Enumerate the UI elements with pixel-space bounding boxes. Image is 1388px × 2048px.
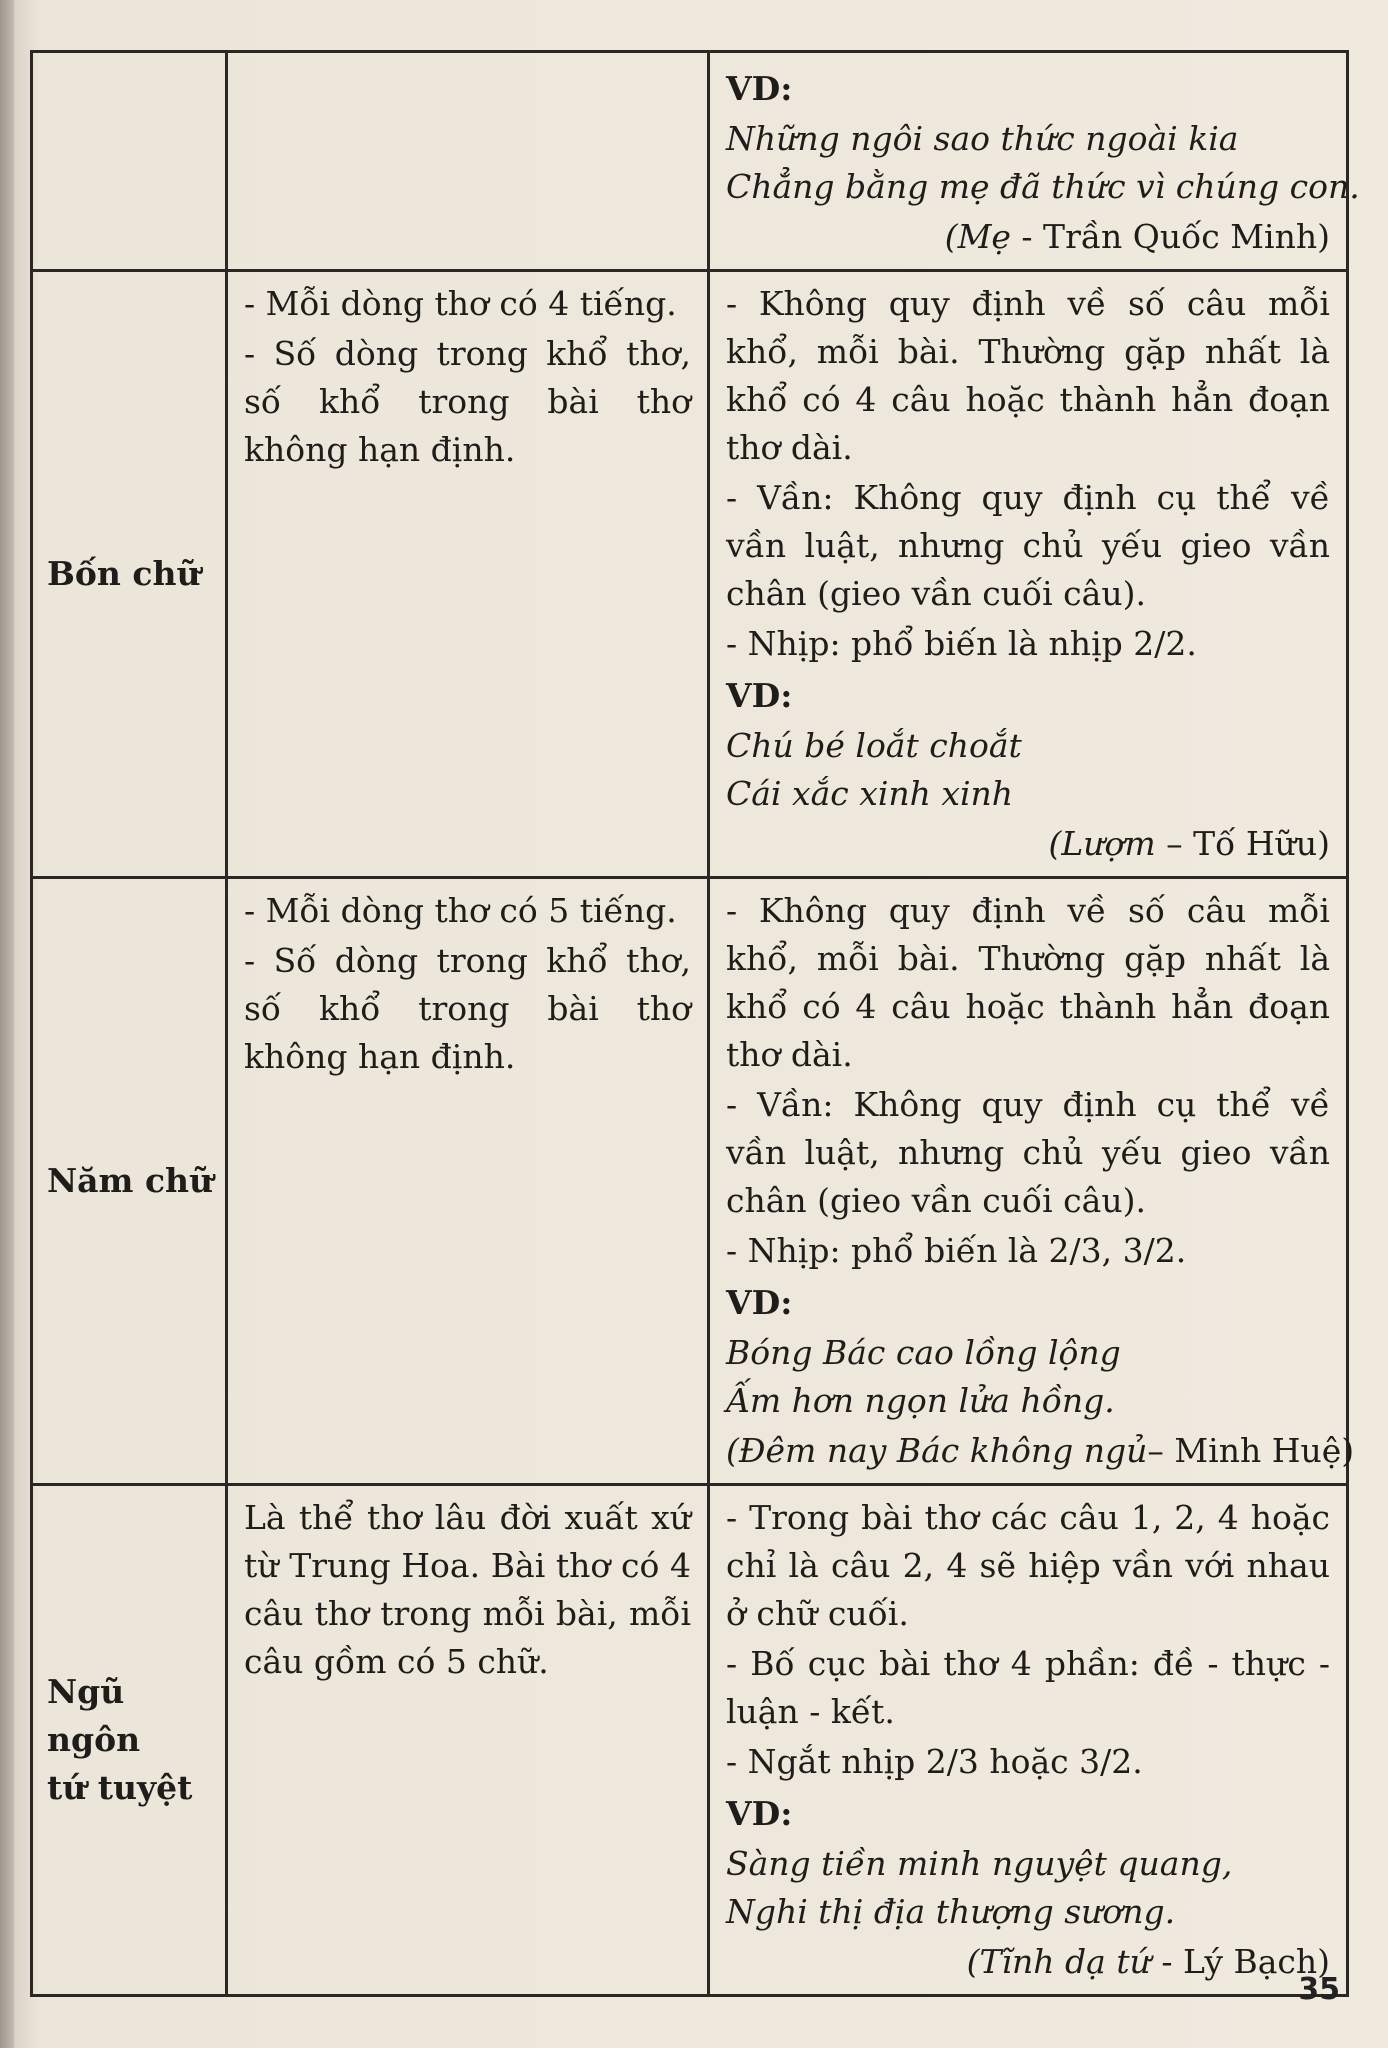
example-label: VD: (726, 69, 793, 108)
description-paragraph: - Mỗi dòng thơ có 5 tiếng. (244, 891, 677, 930)
poem-form-rules (709, 52, 1360, 271)
description-paragraph: - Số dòng trong khổ thơ, số khổ trong bài thơ không hạn định. (244, 334, 691, 469)
rule-paragraph: - Nhịp: phổ biến là 2/3, 3/2. (726, 1231, 1187, 1270)
example-label: VD: (726, 1283, 793, 1322)
example-verse: Ấm hơn ngọn lửa hồng. (726, 1381, 1115, 1420)
table-row (32, 1485, 1348, 1996)
book-spine-shadow (0, 0, 14, 2048)
citation-author: – Tố Hữu) (1155, 824, 1330, 863)
description-paragraph: - Mỗi dòng thơ có 4 tiếng. (244, 284, 677, 323)
rule-paragraph: - Không quy định về số câu mỗi khổ, mỗi bài. Thường gặp nhất là khổ có 4 câu hoặc thành hẳn đoạn thơ dài. (726, 891, 1330, 1074)
poem-form-name (32, 1485, 227, 1996)
example-label: VD: (726, 1794, 793, 1833)
citation-title: (Đêm nay Bác không ngủ (726, 1431, 1148, 1470)
poem-form-name-line: Ngũ ngôn (47, 1672, 141, 1759)
poem-form-rules (709, 878, 1355, 1485)
poem-form-name (32, 271, 227, 878)
description-paragraph: - Số dòng trong khổ thơ, số khổ trong bài thơ không hạn định. (244, 941, 691, 1076)
table-row (32, 52, 1348, 271)
table-row (32, 271, 1348, 878)
example-verse: Cái xắc xinh xinh (726, 774, 1014, 813)
rule-paragraph: - Trong bài thơ các câu 1, 2, 4 hoặc chỉ là câu 2, 4 sẽ hiệp vần với nhau ở chữ cuối. (726, 1498, 1330, 1633)
description-paragraph: Là thể thơ lâu đời xuất xứ từ Trung Hoa. Bài thơ có 4 câu thơ trong mỗi bài, mỗi câu gồm có 5 chữ. (244, 1498, 691, 1681)
example-verse: Chú bé loắt choắt (726, 726, 1022, 765)
poem-form-rules (709, 1485, 1348, 1996)
rule-paragraph: - Vần: Không quy định cụ thể về vần luật, nhưng chủ yếu gieo vần chân (gieo vần cuối câu). (726, 1085, 1330, 1220)
example-citation (726, 213, 1330, 261)
example-verse: Nghi thị địa thượng sương. (726, 1892, 1176, 1931)
poem-form-name-line: tứ tuyệt (47, 1768, 193, 1807)
example-citation (726, 1938, 1330, 1986)
citation-author: – Minh Huệ) (1147, 1431, 1355, 1470)
example-verse: Những ngôi sao thức ngoài kia (726, 119, 1239, 158)
poem-form-name (32, 878, 227, 1485)
poem-form-rules (709, 271, 1348, 878)
page-number: 35 (1298, 1972, 1340, 2007)
rule-paragraph: - Không quy định về số câu mỗi khổ, mỗi bài. Thường gặp nhất là khổ có 4 câu hoặc thành hẳn đoạn thơ dài. (726, 284, 1330, 467)
rule-paragraph: - Nhịp: phổ biến là nhịp 2/2. (726, 624, 1197, 663)
citation-title: (Tĩnh dạ tứ (966, 1942, 1151, 1981)
poem-form-name-line: Năm chữ (47, 1161, 214, 1200)
example-verse: Chẳng bằng mẹ đã thức vì chúng con. (726, 167, 1360, 206)
poem-form-description (227, 52, 709, 271)
poem-form-name (32, 52, 227, 271)
example-citation (726, 820, 1330, 868)
poem-form-name-line: Bốn chữ (47, 554, 201, 593)
rule-paragraph: - Vần: Không quy định cụ thể về vần luật, nhưng chủ yếu gieo vần chân (gieo vần cuối câu). (726, 478, 1330, 613)
example-verse: Sàng tiền minh nguyệt quang, (726, 1844, 1233, 1883)
poem-form-description (227, 271, 709, 878)
table-row (32, 878, 1348, 1485)
citation-author: - Trần Quốc Minh) (1010, 217, 1330, 256)
poem-form-description (227, 1485, 709, 1996)
example-label: VD: (726, 676, 793, 715)
citation-title: (Mẹ (944, 217, 1011, 256)
poetry-forms-table (30, 50, 1360, 1997)
citation-title: (Lượm (1048, 824, 1156, 863)
rule-paragraph: - Ngắt nhịp 2/3 hoặc 3/2. (726, 1742, 1143, 1781)
poem-form-description (227, 878, 709, 1485)
example-verse: Bóng Bác cao lồng lộng (726, 1333, 1121, 1372)
example-citation (726, 1427, 1355, 1475)
citation-author: - Lý Bạch) (1150, 1942, 1330, 1981)
rule-paragraph: - Bố cục bài thơ 4 phần: đề - thực - luận - kết. (726, 1644, 1330, 1731)
